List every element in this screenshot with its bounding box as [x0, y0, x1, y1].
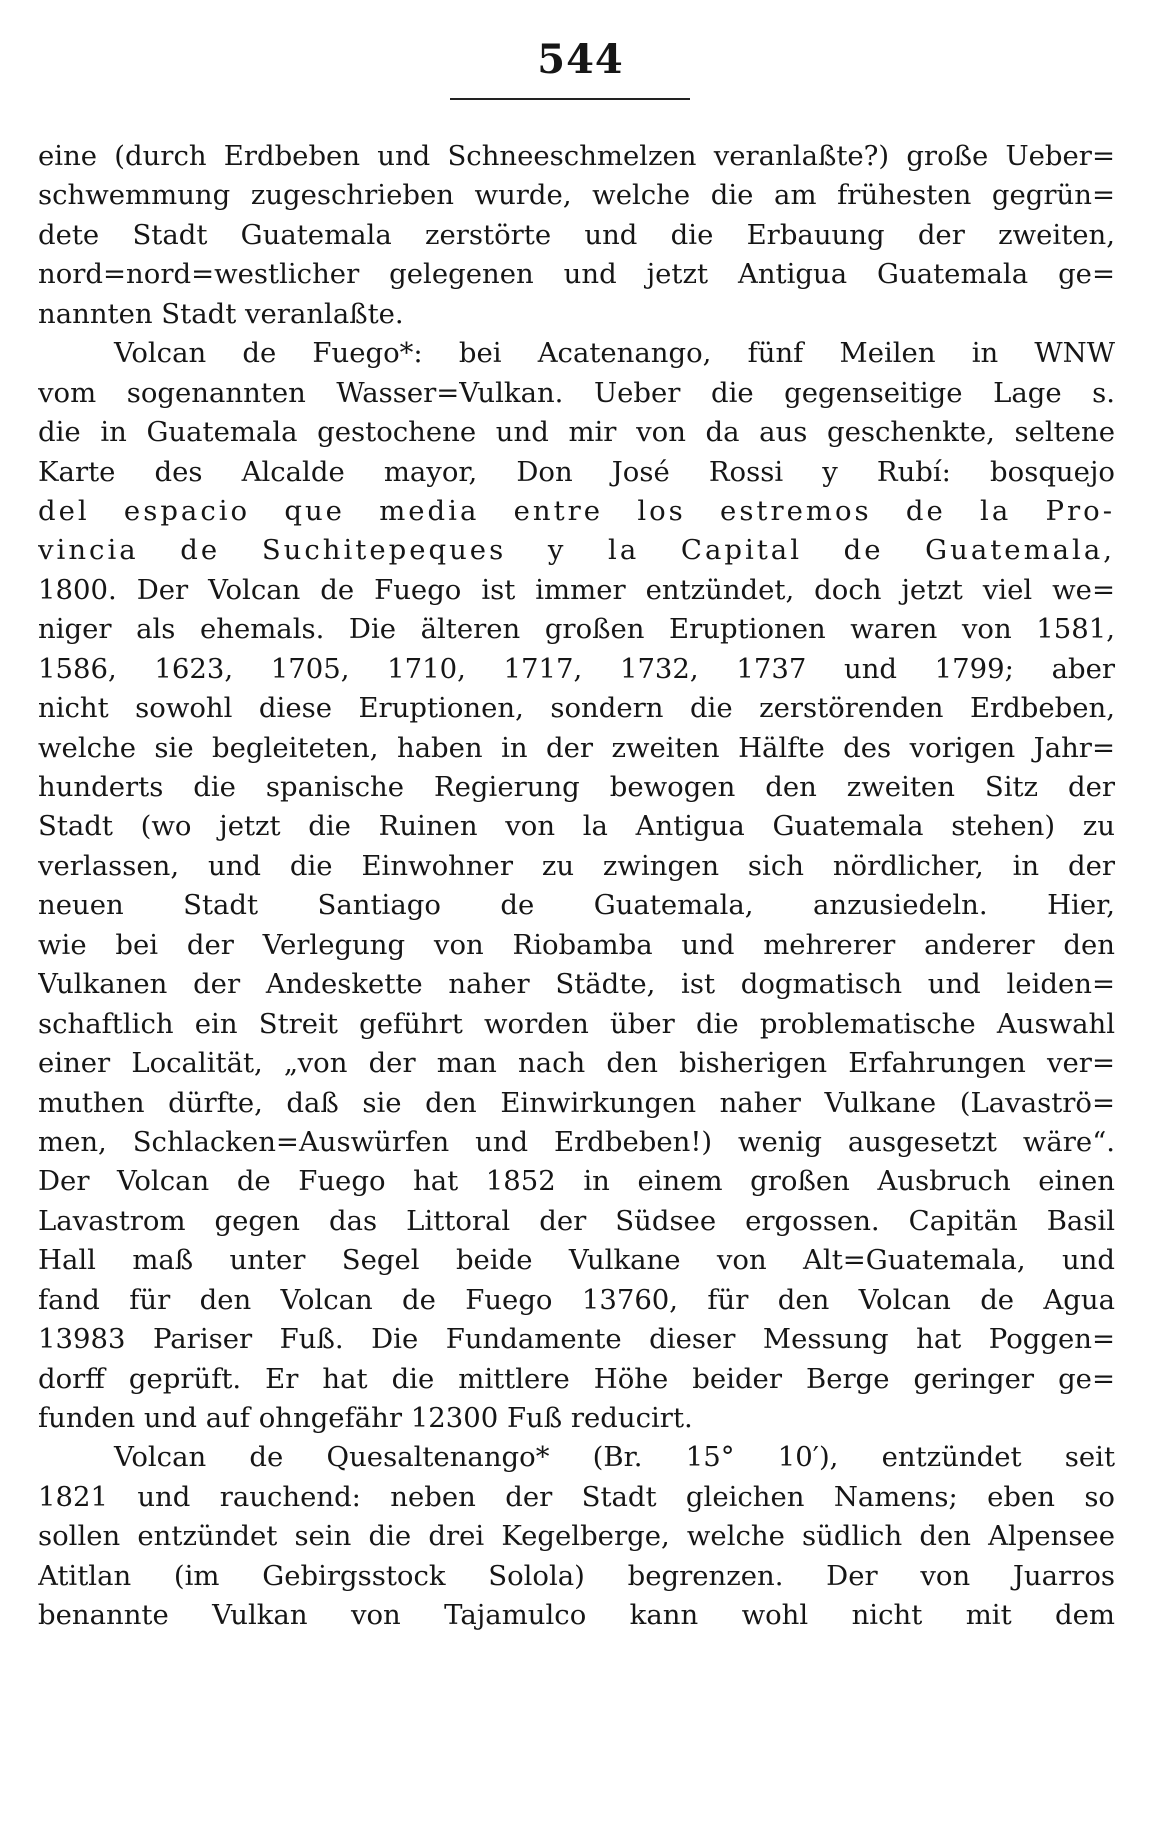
- text-line: del espacio que media entre los estremos de la Pro-: [38, 494, 1115, 527]
- text-line: funden und auf ohngefähr 12300 Fuß reducirt.: [38, 1402, 693, 1434]
- text-line: nannten Stadt veranlaßte.: [38, 297, 404, 330]
- page-number: 544: [537, 36, 624, 83]
- text-line: schaftlich ein Streit geführt worden über die problematische Auswahl: [38, 1007, 1115, 1040]
- text-line: vincia de Suchitepeques y la Capital de Guatemala,: [38, 534, 1115, 567]
- text-line: Volcan de Quesaltenango* (Br. 15° 10′), entzündet seit: [114, 1441, 1115, 1474]
- text-line: 13983 Pariser Fuß. Die Fundamente dieser Messung hat Poggen=: [38, 1323, 1115, 1356]
- text-line: einer Localität, „von der man nach den bisherigen Erfahrungen ver=: [38, 1047, 1115, 1080]
- text-line: neuen Stadt Santiago de Guatemala, anzusiedeln. Hier,: [38, 889, 1115, 922]
- text-line: Lavastrom gegen das Littoral der Südsee ergossen. Capitän Basil: [38, 1204, 1115, 1237]
- text-line: fand für den Volcan de Fuego 13760, für den Volcan de Agua: [38, 1283, 1115, 1316]
- text-line: niger als ehemals. Die älteren großen Eruptionen waren von 1581,: [38, 613, 1115, 646]
- text-line: 1586, 1623, 1705, 1710, 1717, 1732, 1737 und 1799; aber: [38, 652, 1115, 685]
- text-line: Atitlan (im Gebirgsstock Solola) begrenzen. Der von Juarros: [38, 1559, 1115, 1592]
- text-line: nicht sowohl diese Eruptionen, sondern die zerstörenden Erdbeben,: [38, 692, 1115, 725]
- text-line: eine (durch Erdbeben und Schneeschmelzen veranlaßte?) große Ueber=: [38, 140, 1115, 172]
- header-rule: [450, 98, 690, 100]
- text-line: muthen dürfte, daß sie den Einwirkungen naher Vulkane (Lavaströ=: [38, 1086, 1115, 1119]
- text-line: 1800. Der Volcan de Fuego ist immer entzündet, doch jetzt viel we=: [38, 573, 1115, 606]
- text-line: vom sogenannten Wasser=Vulkan. Ueber die gegenseitige Lage s.: [38, 376, 1115, 409]
- text-line: welche sie begleiteten, haben in der zweiten Hälfte des vorigen Jahr=: [38, 731, 1115, 764]
- text-line: die in Guatemala gestochene und mir von da aus geschenkte, seltene: [38, 416, 1115, 449]
- text-line: sollen entzündet sein die drei Kegelberge, welche südlich den Alpensee: [38, 1520, 1115, 1553]
- text-line: Karte des Alcalde mayor, Don José Rossi y Rubí: bosquejo: [38, 455, 1115, 488]
- text-line: Stadt (wo jetzt die Ruinen von la Antigua Guatemala stehen) zu: [38, 810, 1115, 843]
- text-line: schwemmung zugeschrieben wurde, welche die am frühesten gegrün=: [38, 179, 1115, 212]
- text-line: Der Volcan de Fuego hat 1852 in einem großen Ausbruch einen: [38, 1165, 1115, 1198]
- text-line: dete Stadt Guatemala zerstörte und die Erbauung der zweiten,: [38, 218, 1115, 251]
- text-line: Hall maß unter Segel beide Vulkane von Alt=Guatemala, und: [38, 1244, 1115, 1277]
- text-line: wie bei der Verlegung von Riobamba und mehrerer anderer den: [38, 928, 1115, 961]
- text-line: men, Schlacken=Auswürfen und Erdbeben!) wenig ausgesetzt wäre“.: [38, 1125, 1115, 1158]
- text-line: hunderts die spanische Regierung bewogen den zweiten Sitz der: [38, 771, 1115, 803]
- page-body-text: [38, 137, 1115, 1636]
- text-line: dorff geprüft. Er hat die mittlere Höhe beider Berge geringer ge=: [38, 1362, 1115, 1395]
- text-line: nord=nord=westlicher gelegenen und jetzt Antigua Guatemala ge=: [38, 258, 1115, 291]
- text-line: verlassen, und die Einwohner zu zwingen sich nördlicher, in der: [38, 849, 1115, 882]
- text-line: benannte Vulkan von Tajamulco kann wohl nicht mit dem: [38, 1599, 1115, 1632]
- text-line: 1821 und rauchend: neben der Stadt gleichen Namens; eben so: [38, 1480, 1115, 1513]
- text-line: Volcan de Fuego*: bei Acatenango, fünf Meilen in WNW: [114, 337, 1115, 370]
- text-line: Vulkanen der Andeskette naher Städte, ist dogmatisch und leiden=: [38, 968, 1115, 1001]
